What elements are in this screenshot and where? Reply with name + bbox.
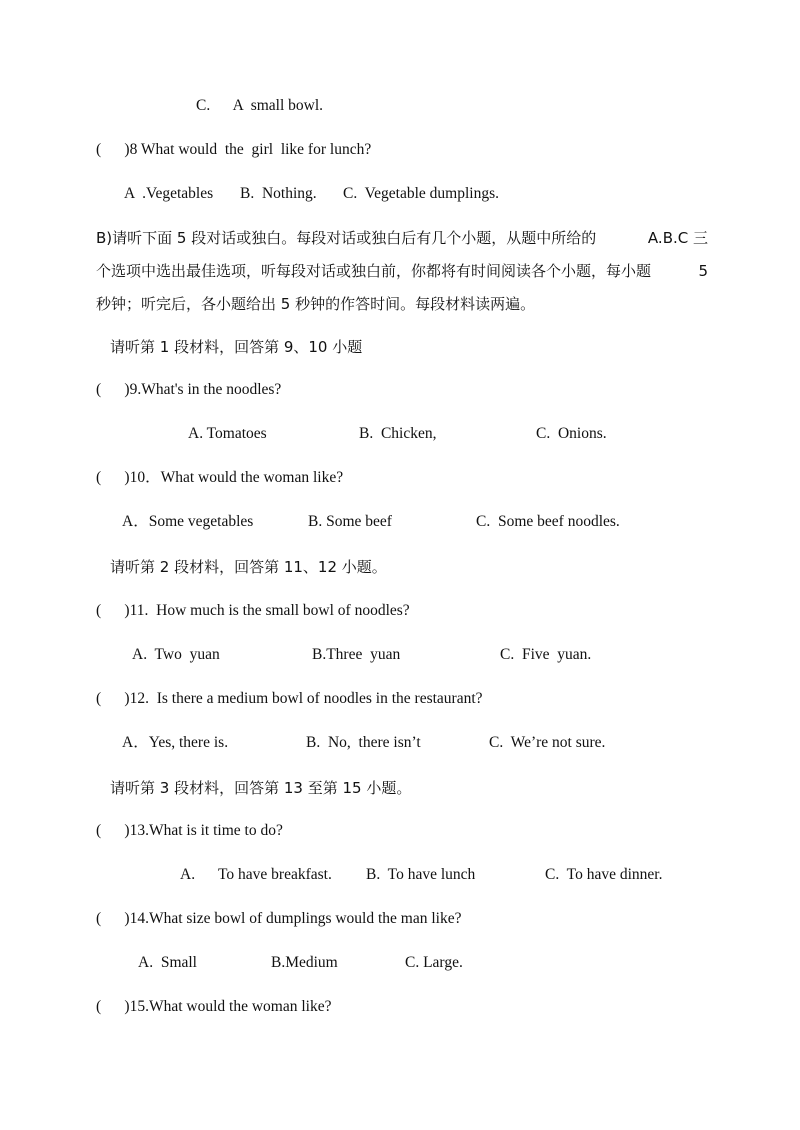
q13-option-a: A. To have breakfast. bbox=[180, 866, 332, 883]
q9-option-a: A. Tomatoes bbox=[188, 425, 267, 442]
q13-stem: ( )13.What is it time to do? bbox=[96, 822, 283, 839]
q8-stem: ( )8 What would the girl like for lunch? bbox=[96, 141, 372, 158]
q10-option-c: C. Some beef noodles. bbox=[476, 513, 620, 530]
q15-stem: ( )15.What would the woman like? bbox=[96, 998, 332, 1015]
q14-option-b: B.Medium bbox=[271, 954, 338, 971]
section-b-instructions bbox=[96, 228, 708, 327]
q10-option-b: B. Some beef bbox=[308, 513, 392, 530]
q14-option-a: A. Small bbox=[138, 954, 197, 971]
q8-option-b: B. Nothing. bbox=[240, 185, 317, 202]
q11-option-a: A. Two yuan bbox=[132, 646, 220, 663]
part3-instruction: 请听第 3 段材料，回答第 13 至第 15 小题。 bbox=[110, 779, 412, 797]
section-b-line2-end: 5 bbox=[698, 262, 708, 280]
q13-option-c: C. To have dinner. bbox=[545, 866, 663, 883]
q9-option-c: C. Onions. bbox=[536, 425, 607, 442]
q8-option-a: A .Vegetables bbox=[124, 185, 214, 202]
q9-stem: ( )9.What's in the noodles? bbox=[96, 381, 282, 398]
q10-option-a: A．Some vegetables bbox=[122, 513, 254, 530]
part1-instruction: 请听第 1 段材料，回答第 9、10 小题 bbox=[110, 338, 363, 356]
q11-option-c: C. Five yuan. bbox=[500, 646, 592, 663]
q12-option-a: A．Yes, there is. bbox=[122, 734, 229, 751]
q9-option-b: B. Chicken, bbox=[359, 425, 437, 442]
q10-stem: ( )10．What would the woman like? bbox=[96, 469, 344, 486]
q11-stem: ( )11. How much is the small bowl of noodles? bbox=[96, 602, 410, 619]
section-b-line2-text: 个选项中选出最佳选项，听每段对话或独白前，你都将有时间阅读各个小题，每小题 bbox=[96, 262, 652, 280]
q14-option-c: C. Large. bbox=[405, 954, 463, 971]
section-b-line1-end: A.B.C 三 bbox=[647, 229, 708, 247]
q7-option-c: C. A small bowl. bbox=[196, 97, 324, 114]
q14-stem: ( )14.What size bowl of dumplings would the man like? bbox=[96, 910, 462, 927]
q8-option-c: C. Vegetable dumplings. bbox=[343, 185, 499, 202]
q12-option-b: B. No, there isn’t bbox=[306, 734, 421, 751]
section-b-line1-text: B)请听下面 5 段对话或独白。每段对话或独白后有几个小题，从题中所给的 bbox=[96, 229, 597, 247]
part2-instruction: 请听第 2 段材料，回答第 11、12 小题。 bbox=[110, 558, 387, 576]
q11-option-b: B.Three yuan bbox=[312, 646, 401, 663]
section-b-line3-text: 秒钟；听完后，各小题给出 5 秒钟的作答时间。每段材料读两遍。 bbox=[96, 295, 536, 313]
q12-option-c: C. We’re not sure. bbox=[489, 734, 606, 751]
q12-stem: ( )12. Is there a medium bowl of noodles in the restaurant? bbox=[96, 690, 483, 707]
q13-option-b: B. To have lunch bbox=[366, 866, 476, 883]
